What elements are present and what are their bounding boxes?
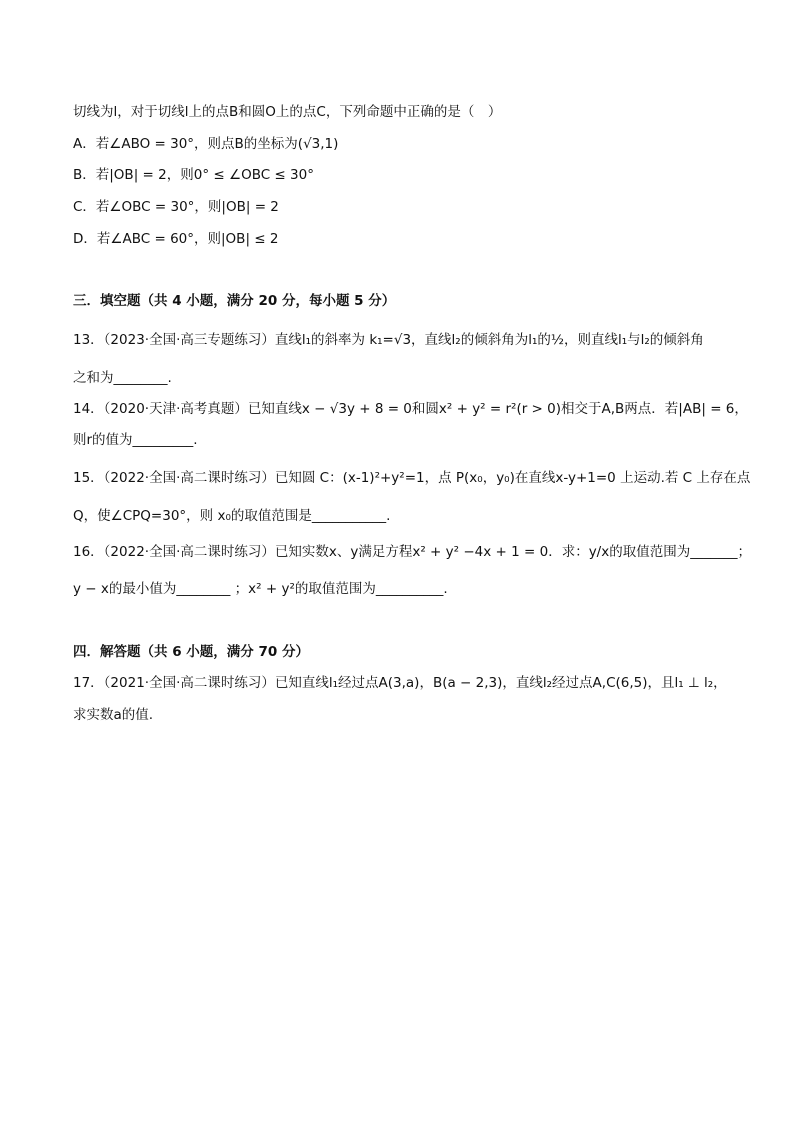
question-12-stem: 切线为l，对于切线l上的点B和圆O上的点C，下列命题中正确的是（ ） xyxy=(73,104,502,120)
question-14-line-2: 则r的值为_________. xyxy=(73,432,198,448)
question-13-line-2: 之和为________. xyxy=(73,370,172,386)
question-14-line-1: 14．（2020·天津·高考真题）已知直线x − √3y + 8 = 0和圆x² + y² = r²(r > 0)相交于A,B两点．若|AB| = 6， xyxy=(73,401,748,417)
section-4-title: 四．解答题（共 6 小题，满分 70 分） xyxy=(73,644,309,660)
question-13-line-1: 13．（2023·全国·高三专题练习）直线l₁的斜率为 k₁=√3，直线l₂的倾斜角为l₁的½，则直线l₁与l₂的倾斜角 xyxy=(73,332,704,348)
section-3-title: 三．填空题（共 4 小题，满分 20 分，每小题 5 分） xyxy=(73,293,396,309)
option-c: C．若∠OBC = 30°，则|OB| = 2 xyxy=(73,199,279,215)
option-a: A．若∠ABO = 30°，则点B的坐标为(√3,1) xyxy=(73,136,339,152)
option-b: B．若|OB| = 2，则0° ≤ ∠OBC ≤ 30° xyxy=(73,167,314,183)
question-17-line-1: 17．（2021·全国·高二课时练习）已知直线l₁经过点A(3,a)，B(a − 2,3)，直线l₂经过点A,C(6,5)，且l₁ ⊥ l₂， xyxy=(73,675,727,691)
question-15-line-2: Q，使∠CPQ=30°，则 x₀的取值范围是___________. xyxy=(73,508,391,524)
option-d: D．若∠ABC = 60°，则|OB| ≤ 2 xyxy=(73,231,279,247)
question-15-line-1: 15．（2022·全国·高二课时练习）已知圆 C：(x-1)²+y²=1，点 P(x₀，y₀)在直线x-y+1=0 上运动.若 C 上存在点 xyxy=(73,470,751,486)
question-16-line-2: y − x的最小值为________ ；x² + y²的取值范围为__________. xyxy=(73,581,448,597)
question-17-line-2: 求实数a的值. xyxy=(73,707,154,723)
question-16-line-1: 16．（2022·全国·高二课时练习）已知实数x、y满足方程x² + y² −4x + 1 = 0．求：y/x的取值范围为_______； xyxy=(73,544,751,560)
